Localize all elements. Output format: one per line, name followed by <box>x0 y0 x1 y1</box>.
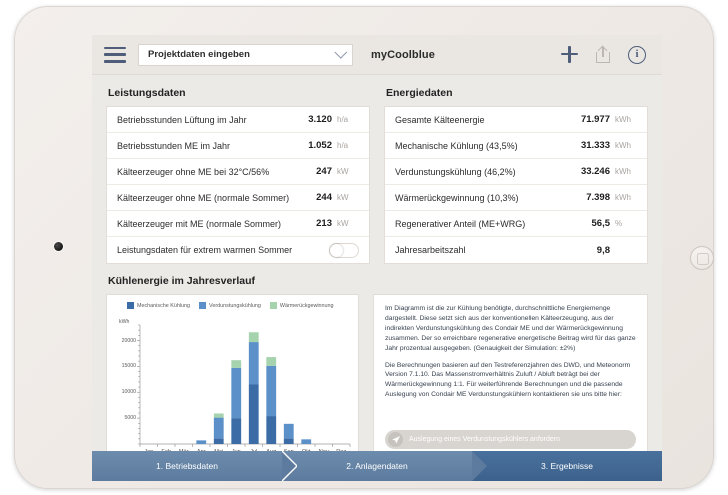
info-paragraph-2: Die Berechnungen basieren auf den Testreferenzjahren des DWD, und Meteonorm Version 7.1.10. Das Massenstromverhältnis Zuluft / Abluft beträgt bei der Wärmerückgewinnung 1:1. Für weiterführende Berechnungen und die passende Auslegung von Condair ME Verdunstungskühlern kontaktieren sie uns bitte hier: <box>385 361 631 399</box>
chart-bar-segment <box>249 385 259 445</box>
hamburger-line <box>104 53 126 56</box>
row-unit: kWh <box>615 193 631 202</box>
row-value: 31.333 <box>580 140 610 151</box>
right-panel <box>384 85 648 264</box>
chart-bar-segment <box>266 416 276 444</box>
legend-label: Mechanische Kühlung <box>137 302 191 309</box>
project-select-value: Projektdaten eingeben <box>148 49 250 60</box>
project-select-dropdown[interactable] <box>138 44 353 66</box>
step-ergebnisse[interactable] <box>472 451 662 481</box>
chart-bar-segment <box>266 357 276 366</box>
app-title: myCoolblue <box>371 48 435 61</box>
chart-and-info <box>106 294 648 459</box>
row-label: Gesamte Kälteenergie <box>395 114 485 125</box>
request-quote-button[interactable] <box>385 430 636 449</box>
step-chevron <box>282 451 297 481</box>
app-toolbar <box>92 35 662 75</box>
chart-bar-segment <box>301 439 311 444</box>
step-label: 2. Anlagendaten <box>346 461 408 471</box>
chart-bar-segment <box>284 424 294 438</box>
table-row <box>107 159 369 185</box>
step-navigation <box>92 451 662 481</box>
table-row <box>107 185 369 211</box>
row-label: Kälteerzeuger mit ME (normale Sommer) <box>117 218 282 229</box>
chart-plot-area <box>107 319 358 459</box>
chart-bar-segment <box>214 418 224 439</box>
y-tick-label: 5000 <box>124 415 136 422</box>
chart-section <box>92 264 662 459</box>
row-label: Betriebsstunden Lüftung im Jahr <box>117 114 247 125</box>
row-label: Regenerativer Anteil (ME+WRG) <box>395 218 526 229</box>
row-value: 33.246 <box>580 166 610 177</box>
row-unit: kW <box>337 167 349 176</box>
chart-bar-segment <box>231 368 241 418</box>
chart-card <box>106 294 359 459</box>
energiedaten-title: Energiedaten <box>386 87 453 99</box>
leistungsdaten-card <box>106 106 370 264</box>
info-icon[interactable]: i <box>628 46 646 64</box>
chart-bar-segment <box>214 438 224 444</box>
step-label: 3. Ergebnisse <box>541 461 593 471</box>
chart-bar-segment <box>249 342 259 384</box>
y-axis-unit-label: kWh <box>119 319 130 325</box>
chart-bar-segment <box>266 366 276 416</box>
row-value: 9,8 <box>596 244 610 256</box>
extreme-summer-toggle-row <box>107 237 369 263</box>
chart-axes <box>140 325 350 444</box>
table-row <box>385 107 647 133</box>
cta-label: Auslegung eines Verdunstungskühlers anfordern <box>409 436 560 443</box>
row-unit: kWh <box>615 115 631 124</box>
y-tick-label: 10000 <box>121 389 136 396</box>
row-value: 3.120 <box>308 114 332 125</box>
chart-bar-segment <box>231 418 241 444</box>
step-chevron <box>472 451 487 481</box>
row-label: Kälteerzeuger ohne ME (normale Sommer) <box>117 192 290 203</box>
legend-swatch <box>199 302 206 309</box>
row-unit: kWh <box>615 167 631 176</box>
tablet-frame <box>14 6 714 489</box>
row-value: 71.977 <box>580 114 610 125</box>
row-unit: h/a <box>337 141 349 150</box>
table-row <box>385 159 647 185</box>
chart-legend <box>107 295 358 309</box>
send-icon <box>388 432 403 447</box>
table-row <box>107 133 369 159</box>
row-value: 244 <box>316 192 332 203</box>
legend-label: Wärmerückgewinnung <box>279 302 334 309</box>
row-unit: % <box>615 219 623 228</box>
y-tick-label: 20000 <box>121 337 136 344</box>
extreme-summer-toggle[interactable] <box>329 243 359 258</box>
front-camera <box>54 242 63 251</box>
share-icon[interactable] <box>596 46 610 63</box>
chart-bar-segment <box>214 413 224 417</box>
hamburger-line <box>104 60 126 63</box>
toolbar-actions <box>561 46 650 64</box>
table-row <box>107 107 369 133</box>
chart-svg <box>107 319 358 459</box>
row-label: Verdunstungskühlung (46,2%) <box>395 166 516 177</box>
step-betriebsdaten[interactable] <box>92 451 282 481</box>
y-tick-label: 15000 <box>121 363 136 370</box>
chart-bar-segment <box>196 440 206 444</box>
table-row <box>107 211 369 237</box>
legend-swatch <box>270 302 277 309</box>
table-row <box>385 185 647 211</box>
row-label: Mechanische Kühlung (43,5%) <box>395 140 518 151</box>
legend-item-mech <box>127 302 190 309</box>
data-panels <box>92 75 662 264</box>
row-label: Betriebsstunden ME im Jahr <box>117 140 231 151</box>
left-panel <box>106 85 370 264</box>
row-label: Wärmerückgewinnung (10,3%) <box>395 192 519 203</box>
row-unit: kWh <box>615 141 631 150</box>
table-row <box>385 211 647 237</box>
row-unit: h/a <box>337 115 349 124</box>
chart-bar-segment <box>249 332 259 342</box>
table-row <box>385 133 647 159</box>
app-screen <box>92 35 662 481</box>
legend-item-wrg <box>270 302 334 309</box>
table-row <box>385 237 647 263</box>
legend-swatch <box>127 302 134 309</box>
step-label: 1. Betriebsdaten <box>156 461 218 471</box>
energiedaten-card <box>384 106 648 264</box>
row-value: 1.052 <box>308 140 332 151</box>
row-value: 56,5 <box>591 218 610 229</box>
hamburger-line <box>104 47 126 50</box>
step-anlagendaten[interactable] <box>282 451 472 481</box>
row-unit: kW <box>337 219 349 228</box>
info-paragraph-1: Im Diagramm ist die zur Kühlung benötigte, durchschnittliche Energiemenge dargestellt. Diese setzt sich aus der konventionellen Kälteerzeugung, aus der indirekten Verdunstungskühlung des Condair ME und der Wärmerückgewinnung zusammen. Der so erreichbare regenerative energetische Beitrag wird für das ganze Jahr prozentual ausgegeben. (Genauigkeit der Simulation: ±2%) <box>385 305 636 352</box>
row-unit: kW <box>337 193 349 202</box>
row-value: 213 <box>316 218 332 229</box>
chart-section-title: Kühlenergie im Jahresverlauf <box>108 275 256 287</box>
row-label: Kälteerzeuger ohne ME bei 32°C/56% <box>117 166 270 177</box>
row-label: Jahresarbeitszahl <box>395 245 466 255</box>
info-text-card <box>373 294 648 459</box>
chart-bar-segment <box>284 438 294 444</box>
chart-bar-segment <box>231 360 241 368</box>
leistungsdaten-title: Leistungsdaten <box>108 87 186 99</box>
row-value: 7.398 <box>586 192 610 203</box>
toggle-label: Leistungsdaten für extrem warmen Sommer <box>117 245 293 255</box>
row-value: 247 <box>316 166 332 177</box>
legend-item-evap <box>199 302 261 309</box>
home-button[interactable] <box>690 246 714 270</box>
hamburger-icon[interactable] <box>104 47 126 63</box>
plus-icon[interactable] <box>561 46 578 63</box>
legend-label: Verdunstungskühlung <box>209 302 261 309</box>
chevron-down-icon <box>334 46 347 59</box>
